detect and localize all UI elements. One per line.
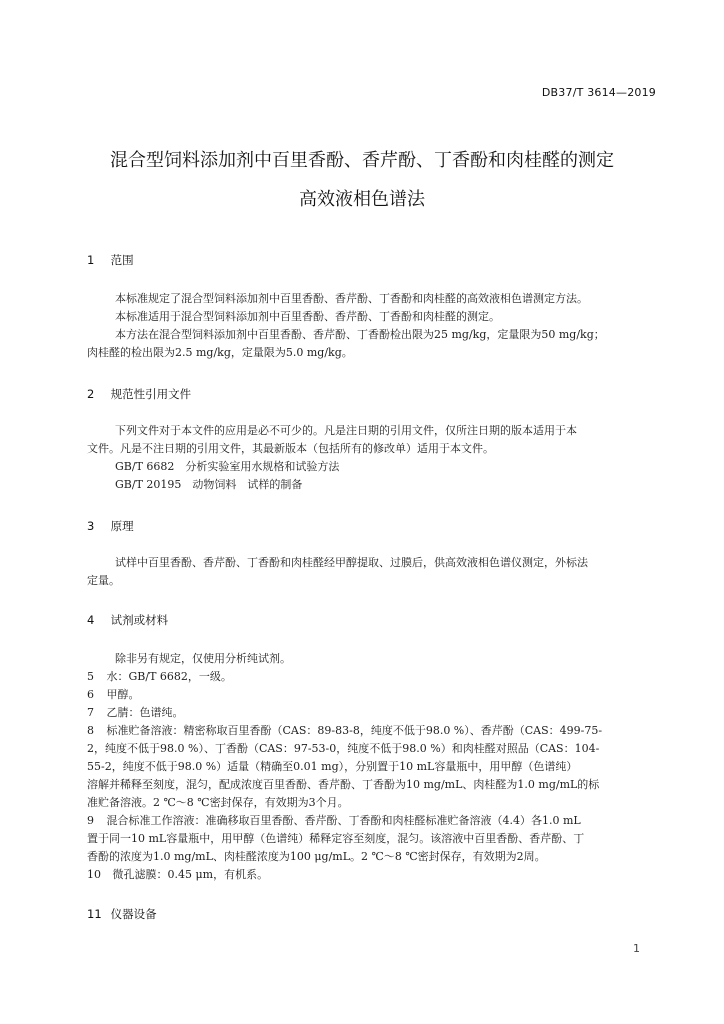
paragraph-continuation: 肉桂醛的检出限为2.5 mg/kg，定量限为5.0 mg/kg。 (87, 346, 353, 359)
item-continuation: 2，纯度不低于98.0 %）、丁香酚（CAS：97-53-0，纯度不低于98.0 %）和肉桂醛对照品（CAS：104- (87, 742, 600, 755)
item-number: 5 (87, 670, 94, 683)
document-number: DB37/T 3614—2019 (541, 86, 656, 99)
section-1-heading (87, 252, 134, 268)
list-item (87, 686, 657, 704)
reference-gbt-6682: GB/T 6682 分析实验室用水规格和试验方法 (115, 460, 340, 473)
paragraph: 下列文件对于本文件的应用是必不可少的。凡是注日期的引用文件，仅所注日期的版本适用于本 (115, 424, 577, 437)
item-continuation: 置于同一10 mL容量瓶中，用甲醇（色谱纯）稀释定容至刻度，混匀。该溶液中百里香酚、香芹酚、丁 (87, 832, 585, 845)
paragraph-continuation: 文件。凡是不注日期的引用文件，其最新版本（包括所有的修改单）适用于本文件。 (87, 442, 494, 455)
item-number: 7 (87, 706, 94, 719)
reference-gbt-20195: GB/T 20195 动物饲料 试样的制备 (115, 478, 303, 491)
item-text: 微孔滤膜：0.45 μm，有机系。 (112, 868, 269, 881)
section-3-heading (87, 518, 134, 534)
item-text: 混合标准工作溶液：准确移取百里香酚、香芹酚、丁香酚和肉桂醛标准贮备溶液（4.4）各1.0 mL (106, 814, 581, 827)
list-item (87, 704, 657, 722)
document-title-line1: 混合型饲料添加剂中百里香酚、香芹酚、丁香酚和肉桂醛的测定 (110, 150, 614, 171)
section-number: 11 (87, 907, 102, 921)
section-title: 试剂或材料 (110, 613, 169, 627)
paragraph: 除非另有规定，仅使用分析纯试剂。 (115, 652, 291, 665)
item-text: 水：GB/T 6682，一级。 (106, 670, 232, 683)
section-number: 3 (87, 519, 95, 533)
list-item (87, 866, 657, 884)
section-number: 2 (87, 387, 95, 401)
section-number: 1 (87, 253, 95, 267)
section-11-heading (87, 906, 157, 922)
item-continuation: 准贮备溶液。2 ℃～8 ℃密封保存，有效期为3个月。 (87, 796, 349, 809)
section-title: 仪器设备 (110, 907, 157, 921)
section-2-heading (87, 386, 191, 402)
paragraph-continuation: 定量。 (87, 574, 120, 587)
paragraph: 本方法在混合型饲料添加剂中百里香酚、香芹酚、丁香酚检出限为25 mg/kg，定量限为50 mg/kg； (115, 328, 605, 341)
item-text: 标准贮备溶液：精密称取百里香酚（CAS：89-83-8，纯度不低于98.0 %）、香芹酚（CAS：499-75- (106, 724, 603, 737)
document-title-line2: 高效液相色谱法 (299, 189, 425, 210)
section-title: 范围 (110, 253, 134, 267)
section-4-heading (87, 612, 168, 628)
item-text: 甲醇。 (106, 688, 140, 701)
section-title: 规范性引用文件 (110, 387, 192, 401)
list-item (87, 668, 657, 686)
list-item (87, 722, 657, 740)
item-continuation: 55-2，纯度不低于98.0 %）适量（精确至0.01 mg），分别置于10 mL容量瓶中，用甲醇（色谱纯） (87, 760, 578, 773)
item-number: 10 (87, 868, 101, 881)
page-number: 1 (633, 942, 640, 955)
item-number: 9 (87, 814, 94, 827)
item-number: 6 (87, 688, 94, 701)
item-text: 乙腈：色谱纯。 (106, 706, 184, 719)
section-title: 原理 (110, 519, 134, 533)
item-number: 8 (87, 724, 94, 737)
section-number: 4 (87, 613, 95, 627)
list-item (87, 812, 657, 830)
paragraph: 试样中百里香酚、香芹酚、丁香酚和肉桂醛经甲醇提取、过膜后，供高效液相色谱仪测定，外标法 (115, 556, 588, 569)
item-continuation: 溶解并稀释至刻度，混匀，配成浓度百里香酚、香芹酚、丁香酚为10 mg/mL、肉桂醛为1.0 mg/mL的标 (87, 778, 600, 791)
item-continuation: 香酚的浓度为1.0 mg/mL、肉桂醛浓度为100 μg/mL。2 ℃～8 ℃密封保存，有效期为2周。 (87, 850, 546, 863)
paragraph: 本标准适用于混合型饲料添加剂中百里香酚、香芹酚、丁香酚和肉桂醛的测定。 (115, 310, 500, 323)
paragraph: 本标准规定了混合型饲料添加剂中百里香酚、香芹酚、丁香酚和肉桂醛的高效液相色谱测定方法。 (115, 292, 588, 305)
